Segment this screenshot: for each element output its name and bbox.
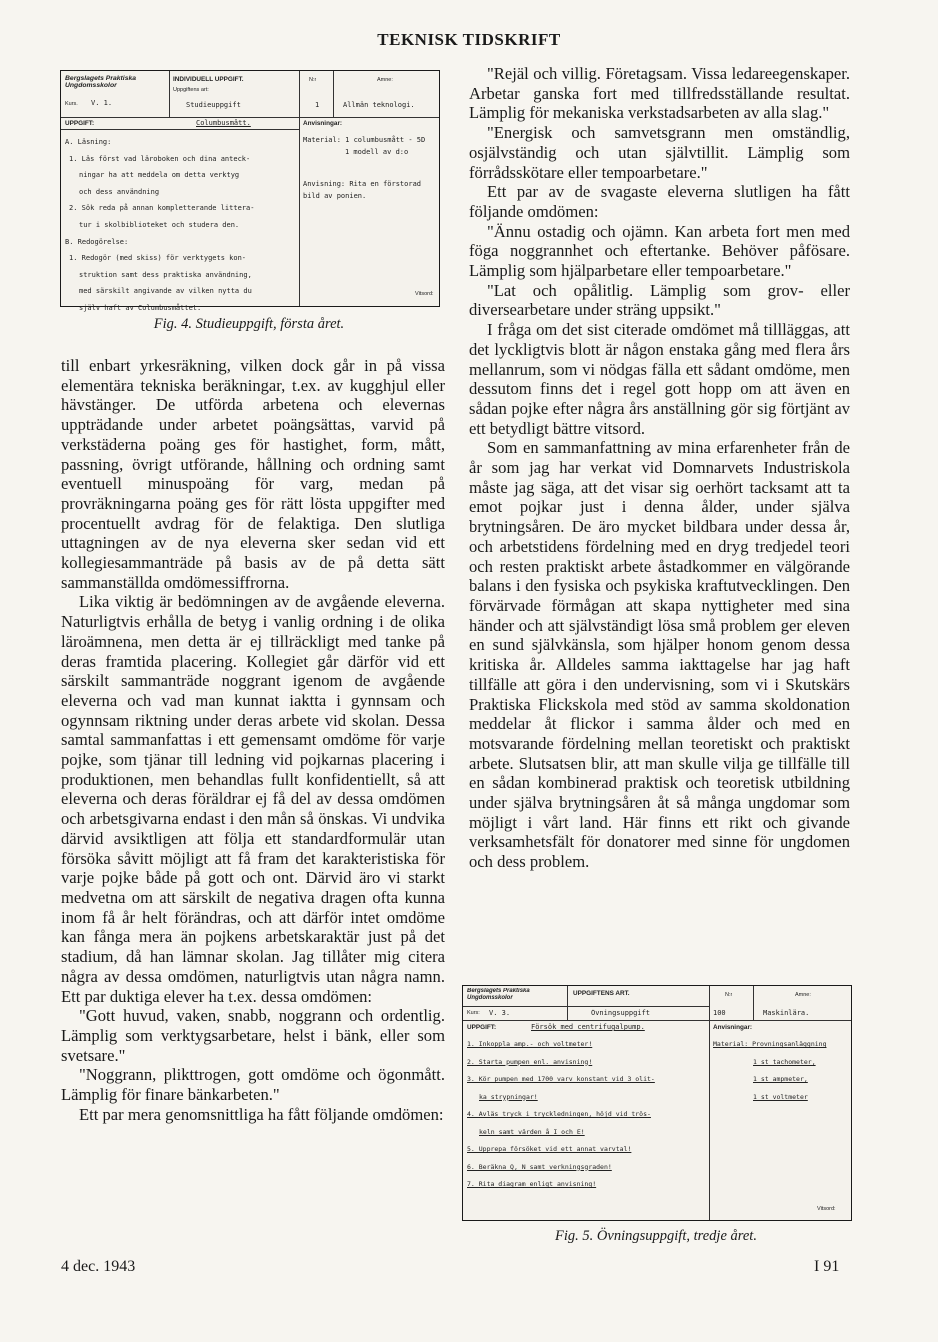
- paragraph: Ett par mera genomsnittliga ha fått följande omdömen:: [79, 1104, 444, 1124]
- paragraph: "Energisk och samvetsgrann men omständlig, osjälvständig och utan självtillit. Lämplig som förrådsskötare eller tempoarbetare.": [469, 123, 850, 182]
- footer-date: 4 dec. 1943: [61, 1258, 136, 1275]
- left-column: [61, 356, 445, 1124]
- fig4-line: med särskilt angivande av vilken nytta du: [79, 287, 252, 296]
- fig5-art-value: Övningsuppgift: [591, 1009, 651, 1017]
- fig5-caption: Fig. 5. Övningsuppgift, tredje året.: [555, 1228, 757, 1244]
- fig5-line: 6. Beräkna Q, N samt verkningsgraden!: [467, 1162, 612, 1171]
- fig5-line: 3. Kör pumpen med 1700 varv konstant vid 3 olit-: [467, 1075, 655, 1083]
- fig4-instructions: [65, 134, 254, 317]
- fig5-nr-value: 100: [713, 1009, 726, 1017]
- paragraph: Som en sammanfattning av mina erfarenheter från de år som jag har verkat vid Domnarvets Industriskola måste jag säga, att det visar sig oerhört tacksamt att ta emot pojkar just i denna ålder, under själva brytningsåren. De äro mycket bildbara under dessa år, och arbetstidens fördelning med en dryg tredjedel teori och resten praktiskt arbete åstadkommer en välgörande balans i den fysiska och psykiska kraftutvecklingen. Den förvärvade förmågan att skapa nyttigheter med sina händer och att självständigt lösa små problem ger eleven en sund självkänsla, som hjälper honom genom dessa kritiska år. Alldeles samma iakttagelse har jag haft tillfälle att göra i den undervisning, som vi i Skutskärs Praktiska Flickskola med stöd av samma skoldonation meddelar åt flickor i samma ålder och med en motsvarande fördelning mellan teoretiskt och praktiskt arbete. Slutsatsen blir, att man skulle vilja ge tillfälle till en sådan kombinerad praktisk och teoretisk utbildning under själva brytningsåren åt så många ungdomar som möjligt i vårt land. Här finns ett rikt och givande verksamhetsfält för donatorer med sinne för ungdomen och dess problem.: [469, 438, 850, 872]
- fig5-right-line: 1 st voltmeter: [753, 1092, 808, 1101]
- fig4-line: A. Läsning:: [65, 138, 112, 146]
- paragraph: Ett par av de svagaste eleverna slutligen ha fått följande omdömen:: [469, 182, 850, 221]
- fig5-right-line: Material: Provningsanläggning: [713, 1040, 827, 1048]
- paragraph: Lika viktig är bedömningen av de avgående eleverna. Naturligtvis erhålla de betyg i vanlig ordning i de olika läroämnena, men detta är ej tillräckligt med tanke på deras framtida placering. Kollegiet går därför vid ett särskilt sammanträde noggrant igenom de avgående eleverna och vad man kunnat iaktta i gynnsam och ogynnsam riktning under deras arbete vid skolan. Dessa samtal sammanfattas i ett gemensamt omdöme för varje pojke, som tjänar till ledning vid pojkarnas placering i produktionen, men behandlas fullt konfidentiellt, så att eleverna och deras föräldrar ej få del av dessa omdömen och arbetsgivarna endast i den mån så önskas. Vi undvika därvid avsiktligen att följa ett standardformulär utan försöka såvitt möjligt att få fram det karakteristiska för varje pojke både på gott och ont. Därvid äro vi starkt medvetna om att särskilt de negativa dragen ofta kunna inom få år helt förändras, och att därför intet omdöme kan fånga mera än pojkens arbetskaraktär just på det stadium, då han lämnar skolan. Jag tillåter mig citera några av dessa omdömen, naturligtvis utan några namn. Ett par duktiga elever ha t.ex. dessa omdömen:: [61, 592, 445, 1006]
- fig4-caption: Fig. 4. Studieuppgift, första året.: [153, 316, 345, 332]
- fig5-right-line: 1 st tachometer,: [753, 1057, 816, 1066]
- fig5-kurs-value: V. 3.: [489, 1009, 511, 1017]
- fig5-anvisningar-label: Anvisningar:: [713, 1024, 753, 1031]
- fig4-amne-label: Ämne:: [377, 77, 393, 83]
- paragraph: "Ännu ostadig och ojämn. Kan arbeta fort men med föga noggrannhet och eftertanke. Behöver påfösare. Lämplig som hjälparbetare eller tempoarbetare.": [469, 221, 850, 281]
- fig5-line: 4. Avläs tryck i tryckledningen, höjd vid trös-: [467, 1110, 651, 1118]
- fig4-amne-value: Allmän teknologi.: [343, 101, 415, 109]
- journal-title: TEKNISK TIDSKRIFT: [377, 30, 561, 49]
- page-number: I 91: [814, 1258, 840, 1275]
- paragraph: "Gott huvud, vaken, snabb, noggrann och ordentlig. Lämplig som verktygsarbetare, helst i bänk, eller som svetsare.": [61, 1006, 445, 1065]
- fig4-line: och dess användning: [79, 187, 160, 196]
- fig5-material: [713, 1036, 827, 1106]
- fig4-right-line: 1 modell av d:o: [345, 148, 409, 156]
- fig5-amne-value: Maskinlära.: [763, 1009, 810, 1017]
- fig4-right-line: bild av ponien.: [303, 192, 367, 200]
- fig4-kurs-value: V. 1.: [91, 99, 113, 107]
- fig5-line: ka strypningar!: [479, 1092, 538, 1101]
- fig5-vitsord-label: Vitsord:: [817, 1206, 836, 1212]
- fig5-instructions: [467, 1036, 655, 1194]
- fig4-form: [60, 70, 440, 312]
- fig4-line: själv haft av Columbusmåttet.: [79, 303, 202, 312]
- fig5-org: Bergslagets Praktiska Ungdomsskolor: [467, 988, 530, 1001]
- right-column: [469, 64, 850, 872]
- fig5-uppgift-value: Försök med centrifugalpump.: [531, 1023, 645, 1031]
- fig5-nr-label: N:r: [725, 992, 733, 998]
- fig4-uppgift-value: Columbusmått.: [196, 119, 251, 127]
- fig5-form: [462, 985, 852, 1221]
- fig4-nr-label: N:r: [309, 77, 317, 83]
- fig4-vitsord-label: Vitsord:: [415, 291, 434, 297]
- fig4-line: B. Redogörelse:: [65, 237, 129, 246]
- fig4-right-line: Material: 1 columbusmått - 5D: [303, 136, 426, 144]
- fig4-nr-value: 1: [315, 101, 320, 109]
- fig4-line: 1. Läs först vad läroboken och dina anteck-: [69, 154, 251, 163]
- fig4-uppgift-label: UPPGIFT:: [65, 120, 95, 127]
- fig4-line: struktion samt dess praktiska användning,: [79, 270, 252, 279]
- fig4-kurs-label: Kurs.: [65, 101, 78, 107]
- fig5-line: 5. Upprepa försöket vid ett annat varvtal!: [467, 1145, 632, 1153]
- fig4-art-value: Studieuppgift: [186, 101, 241, 109]
- fig4-line: 1. Redogör (med skiss) för verktygets kon-: [69, 254, 247, 263]
- paragraph: "Lat och opålitlig. Lämplig som grov- eller diversearbetare under sträng uppsikt.": [469, 280, 850, 320]
- fig4-line: tur i skolbiblioteket och studera den.: [79, 220, 240, 229]
- fig4-anvisningar-label: Anvisningar:: [303, 120, 343, 127]
- paragraph: I fråga om det sist citerade omdömet må tillläggas, att det lyckligtvis blott är någon enstaka gång med flera års mellanrum, som vi nödgas fälla ett sådant omdöme, men dessutom finns det i regel gott hopp om att även en sådan pojke efter några års anställning gör sig förtjänt av ett betydligt bättre vitsord.: [469, 320, 850, 438]
- fig4-org: Bergslagets Praktiska Ungdomsskolor: [65, 75, 137, 90]
- fig4-line: ningar ha att meddela om detta verktyg: [79, 171, 240, 180]
- fig5-line: 1. Inkoppla amp.- och voltmeter!: [467, 1040, 593, 1048]
- fig5-amne-label: Ämne:: [795, 992, 811, 998]
- fig4-line: 2. Sök reda på annan kompletterande littera-: [69, 204, 255, 213]
- paragraph: "Noggrann, plikttrogen, gott omdöme och ögonmått. Lämplig för finare bänkarbeten.": [61, 1065, 445, 1105]
- fig5-line: 2. Starta pumpen enl. anvisning!: [467, 1057, 593, 1066]
- fig5-kurs-label: Kurs:: [467, 1010, 480, 1016]
- fig4-right-line: Anvisning: Rita en förstorad: [303, 180, 422, 188]
- fig5-type-label: UPPGIFTENS ART.: [573, 990, 630, 997]
- paragraph: till enbart yrkesräkning, vilken dock går in på vissa elementära tekniska beräkningar, t.ex. av kugghjul eller hävstänger. De utförda arbetena och elevernas uppträdande under arbetet poängsättas, varvid på verkstäderna poäng ges för hastighet, form, mått, passning, övrigt utförande, hållning och ordning samt eventuell minuspoäng för varg, medan på provräkningarna poäng ges för rätt lösta uppgifter med procentuellt avdrag för de felaktiga. Den slutliga uttagningen av de nya eleverna sker sedan vid ett kollegiesammanträde på basis av de på detta sätt sammanställda omdömessiffrorna.: [61, 356, 445, 592]
- fig4-art-label: Uppgiftens art:: [173, 87, 209, 93]
- fig5-uppgift-label: UPPGIFT:: [467, 1024, 497, 1031]
- fig5-right-line: 1 st ampmeter,: [753, 1075, 808, 1083]
- fig4-type-label: INDIVIDUELL UPPGIFT.: [173, 76, 244, 83]
- fig4-material: [303, 134, 425, 202]
- fig5-line: 7. Rita diagram enligt anvisning!: [467, 1180, 597, 1188]
- fig5-line: keln samt värden å I och E!: [479, 1127, 585, 1136]
- paragraph: "Rejäl och villig. Företagsam. Vissa ledareegenskaper. Arbetar ganska fort med tillfredsställande resultat. Lämplig för mekaniska verkstadsarbeten av alla slag.": [469, 64, 850, 123]
